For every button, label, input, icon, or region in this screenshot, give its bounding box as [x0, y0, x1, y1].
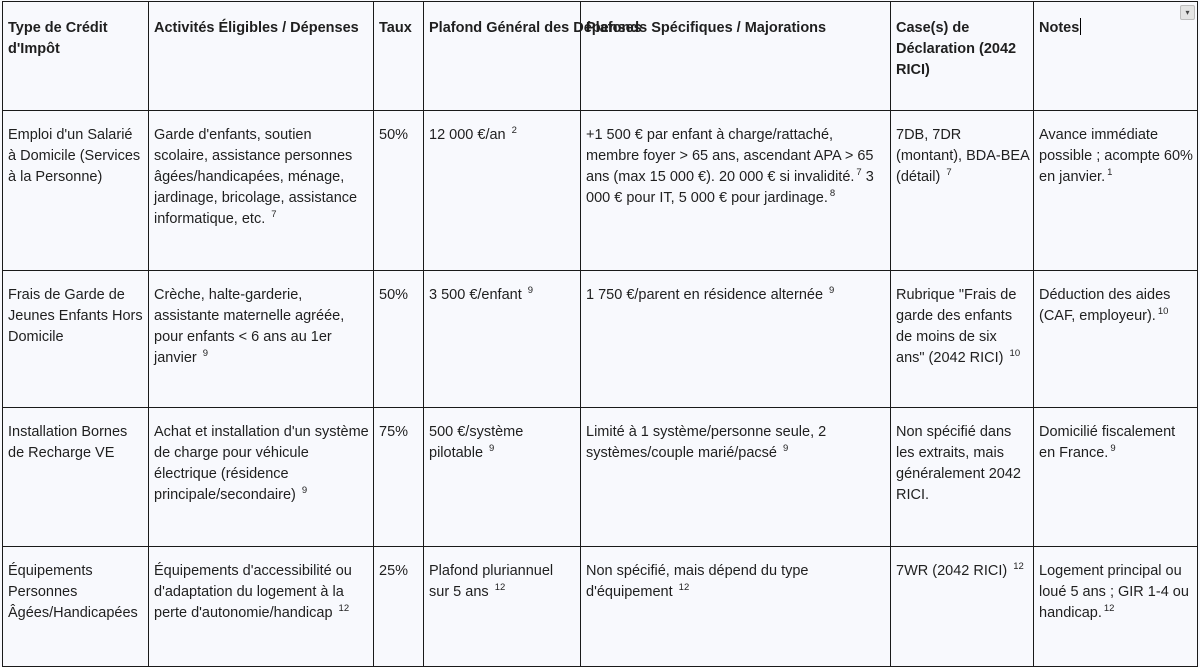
cell-taux[interactable]: 75%: [374, 408, 424, 547]
footnote-ref[interactable]: 9: [489, 443, 495, 455]
cell-notes[interactable]: Domicilié fiscalement en France. $^9$: [1034, 408, 1198, 547]
footnote-ref[interactable]: 2: [511, 125, 517, 137]
footnote-ref[interactable]: 9: [1110, 443, 1116, 455]
cell-type[interactable]: Installation Bornes de Recharge VE: [3, 408, 149, 547]
cell-taux[interactable]: 50%: [374, 111, 424, 271]
footnote-ref[interactable]: 7: [856, 167, 862, 179]
cell-notes[interactable]: Avance immédiate possible ; acompte 60% en janvier. $^1$: [1034, 111, 1198, 271]
footnote-ref[interactable]: 12: [678, 582, 690, 594]
footnote-ref[interactable]: 8: [829, 188, 836, 200]
cell-cases[interactable]: 7WR (2042 RICI) $^{12}$: [891, 547, 1034, 667]
footnote-ref[interactable]: 9: [301, 485, 308, 497]
footnote-ref[interactable]: 7: [946, 167, 952, 179]
text-cursor: [1080, 18, 1081, 35]
cell-notes[interactable]: Déduction des aides (CAF, employeur). $^{10}$: [1034, 271, 1198, 408]
footnote-ref[interactable]: 9: [527, 285, 534, 297]
header-cases[interactable]: Case(s) de Déclaration (2042 RICI): [891, 2, 1034, 111]
footnote-ref[interactable]: 9: [829, 285, 835, 297]
footnote-ref[interactable]: 12: [1013, 561, 1024, 573]
cell-cases[interactable]: Rubrique "Frais de garde des enfants de moins de six ans" (2042 RICI) $^{10}$: [891, 271, 1034, 408]
header-specifiques[interactable]: Plafonds Spécifiques / Majorations: [581, 2, 891, 111]
footnote-ref[interactable]: 10: [1009, 348, 1021, 360]
cell-notes[interactable]: Logement principal ou loué 5 ans ; GIR 1-4 ou handicap. $^{12}$: [1034, 547, 1198, 667]
tax-credit-table: [2, 1, 1198, 667]
footnote-ref[interactable]: 12: [1103, 603, 1115, 615]
cell-activites[interactable]: Garde d'enfants, soutien scolaire, assistance personnes âgées/handicapées, ménage, jardinage, bricolage, assistance informatique, etc. $^7$: [149, 111, 374, 271]
cell-plafond[interactable]: 3 500 €/enfant $^9$: [424, 271, 581, 408]
cell-taux[interactable]: 25%: [374, 547, 424, 667]
footnote-ref[interactable]: 12: [494, 582, 506, 594]
cell-plafond[interactable]: Plafond pluriannuel sur 5 ans $^{12}$: [424, 547, 581, 667]
footnote-ref[interactable]: 9: [202, 348, 209, 360]
cell-specifiques[interactable]: 1 750 €/parent en résidence alternée $^9$: [581, 271, 891, 408]
footnote-ref[interactable]: 1: [1107, 167, 1113, 179]
column-menu-icon[interactable]: ▾: [1180, 5, 1195, 20]
cell-activites[interactable]: Crèche, halte-garderie, assistante maternelle agréée, pour enfants < 6 ans au 1er janvier $^9$: [149, 271, 374, 408]
table-row: [3, 271, 1198, 408]
table-row: [3, 111, 1198, 271]
cell-type[interactable]: Frais de Garde de Jeunes Enfants Hors Domicile: [3, 271, 149, 408]
cell-taux[interactable]: 50%: [374, 271, 424, 408]
cell-type[interactable]: Équipements Personnes Âgées/Handicapées: [3, 547, 149, 667]
footnote-ref[interactable]: 10: [1157, 306, 1169, 318]
header-row: [3, 2, 1198, 111]
header-taux[interactable]: Taux: [374, 2, 424, 111]
cell-specifiques[interactable]: +1 500 € par enfant à charge/rattaché, membre foyer > 65 ans, ascendant APA > 65 ans (max 15 000 €). 20 000 € si invalidité. $^7$ 3 000 € pour IT, 5 000 € pour jardinage. $^8$: [581, 111, 891, 271]
header-plafond[interactable]: Plafond Général des Dépenses: [424, 2, 581, 111]
footnote-ref[interactable]: 12: [338, 603, 350, 615]
footnote-ref[interactable]: 9: [783, 443, 789, 455]
footnote-ref[interactable]: 7: [271, 209, 277, 221]
cell-specifiques[interactable]: Non spécifié, mais dépend du type d'équipement $^{12}$: [581, 547, 891, 667]
header-type[interactable]: Type de Crédit d'Impôt: [3, 2, 149, 111]
header-notes-label: Notes: [1039, 20, 1080, 36]
header-activites[interactable]: Activités Éligibles / Dépenses: [149, 2, 374, 111]
cell-plafond[interactable]: 500 €/système pilotable $^9$: [424, 408, 581, 547]
table-row: [3, 408, 1198, 547]
cell-activites[interactable]: Achat et installation d'un système de charge pour véhicule électrique (résidence principale/secondaire) $^9$: [149, 408, 374, 547]
cell-activites[interactable]: Équipements d'accessibilité ou d'adaptation du logement à la perte d'autonomie/handicap $^{12}$: [149, 547, 374, 667]
header-notes[interactable]: [1034, 2, 1198, 111]
cell-cases[interactable]: 7DB, 7DR (montant), BDA-BEA (détail) $^7$: [891, 111, 1034, 271]
cell-type[interactable]: Emploi d'un Salarié à Domicile (Services à la Personne): [3, 111, 149, 271]
cell-cases[interactable]: Non spécifié dans les extraits, mais généralement 2042 RICI.: [891, 408, 1034, 547]
cell-plafond[interactable]: 12 000 €/an $^2$: [424, 111, 581, 271]
cell-specifiques[interactable]: Limité à 1 système/personne seule, 2 systèmes/couple marié/pacsé $^9$: [581, 408, 891, 547]
table-row: [3, 547, 1198, 667]
